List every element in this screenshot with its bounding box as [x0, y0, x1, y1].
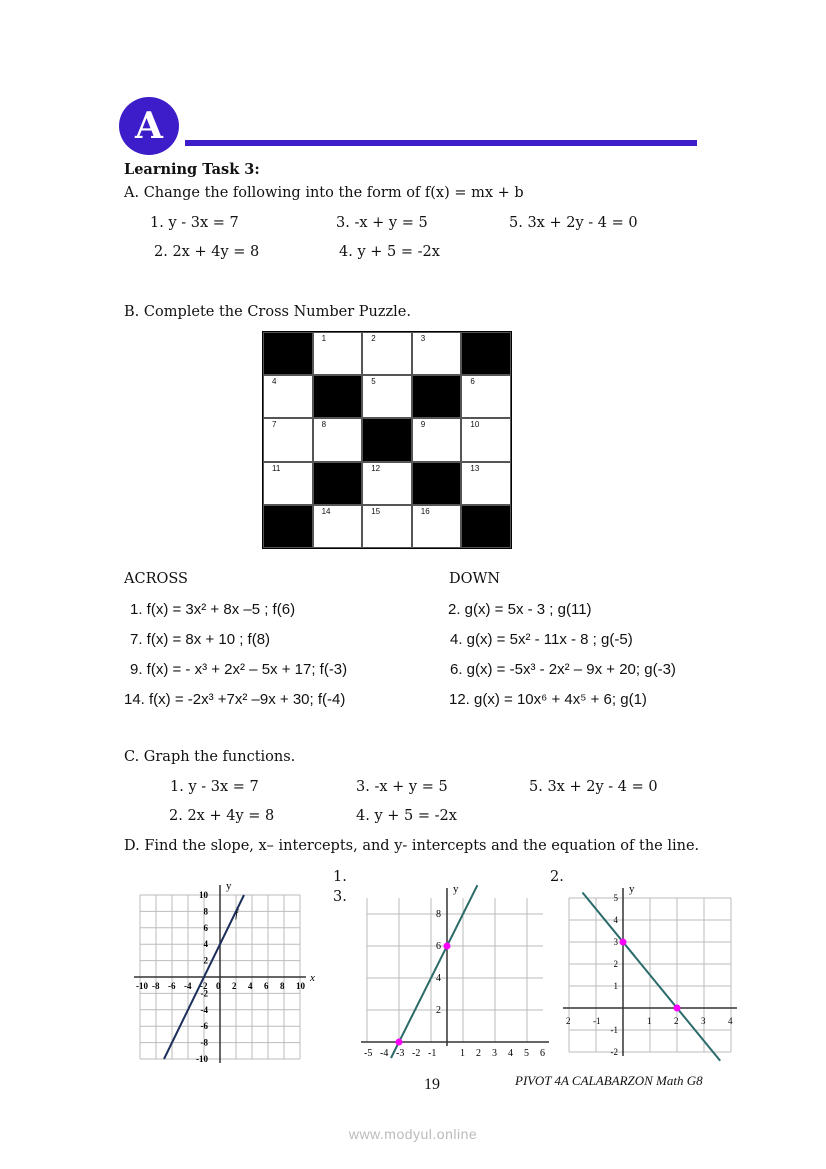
puzzle-cell[interactable]: [362, 332, 412, 375]
puzzle-cell[interactable]: [412, 418, 462, 461]
x-tick-label: 2: [476, 1048, 481, 1059]
section-badge: A: [119, 97, 179, 155]
x-tick-label: 2: [566, 1016, 571, 1026]
x-tick-label: 1: [647, 1016, 652, 1026]
puzzle-cell-number: 13: [470, 463, 480, 473]
part-b-instruction: B. Complete the Cross Number Puzzle.: [124, 304, 411, 320]
graph-label: 1.: [333, 869, 347, 885]
puzzle-cell-number: 8: [321, 420, 327, 430]
puzzle-cell[interactable]: [362, 375, 412, 418]
header-rule: [185, 140, 697, 146]
puzzle-cell[interactable]: [313, 332, 363, 375]
puzzle-cell-black: [362, 418, 412, 461]
x-tick-label: 6: [540, 1048, 545, 1059]
y-tick-label: 1: [613, 981, 618, 991]
puzzle-cell-number: 11: [272, 463, 281, 473]
y-tick-label: 6: [203, 922, 208, 933]
x-tick-label: 8: [280, 981, 285, 991]
puzzle-cell-black: [313, 375, 363, 418]
y-tick-label: 4: [203, 939, 208, 950]
x-tick-label: 5: [524, 1048, 529, 1059]
puzzle-cell[interactable]: [461, 418, 511, 461]
line-label: f: [235, 909, 238, 921]
part-c-item: 1. y - 3x = 7: [170, 779, 259, 795]
y-tick-label: -2: [200, 988, 208, 999]
x-tick-label: 0: [216, 981, 221, 991]
y-axis-label: y: [453, 883, 459, 895]
x-tick-label: 1: [460, 1048, 465, 1059]
puzzle-cell-number: 10: [470, 420, 480, 430]
y-tick-label: 8: [436, 909, 441, 920]
graph-2: [350, 880, 550, 1070]
puzzle-cell-black: [263, 505, 313, 548]
y-tick-label: 4: [436, 973, 441, 984]
down-clue: 12. g(x) = 10x⁶ + 4x⁵ + 6; g(1): [449, 691, 647, 708]
across-clue: 14. f(x) = -2x³ +7x² –9x + 30; f(-4): [124, 691, 346, 708]
y-axis-label: y: [226, 880, 232, 892]
puzzle-cell-number: 4: [272, 377, 277, 387]
puzzle-cell-number: 14: [321, 506, 331, 516]
puzzle-cell[interactable]: [313, 418, 363, 461]
watermark: www.modyul.online: [348, 1126, 478, 1142]
part-d-instruction: D. Find the slope, x– intercepts, and y- intercepts and the equation of the line.: [124, 838, 700, 854]
y-tick-label: -10: [196, 1054, 208, 1064]
task-title: Learning Task 3:: [124, 161, 260, 178]
series-footer: PIVOT 4A CALABARZON Math G8: [515, 1073, 703, 1088]
part-c-item: 4. y + 5 = -2x: [356, 808, 457, 824]
x-tick-label: -5: [364, 1048, 373, 1059]
y-tick-label: 4: [613, 915, 618, 925]
down-clue: 2. g(x) = 5x - 3 ; g(11): [448, 601, 592, 618]
puzzle-cell-number: 9: [420, 420, 426, 430]
x-tick-label: 2: [674, 1016, 679, 1026]
intercept-point: [396, 1039, 403, 1046]
puzzle-cell[interactable]: [362, 505, 412, 548]
part-a-item: 5. 3x + 2y - 4 = 0: [509, 215, 638, 231]
x-tick-label: 3: [701, 1016, 706, 1026]
y-tick-label: 6: [436, 941, 441, 952]
puzzle-cell[interactable]: [263, 418, 313, 461]
part-c-instruction: C. Graph the functions.: [124, 749, 296, 765]
puzzle-cell-black: [412, 462, 462, 505]
y-tick-label: -2: [610, 1047, 618, 1057]
y-tick-label: 2: [203, 955, 208, 966]
puzzle-cell-black: [313, 462, 363, 505]
function-line: [391, 885, 477, 1058]
y-tick-label: 2: [613, 959, 618, 969]
x-tick-label: -1: [428, 1048, 437, 1059]
part-a-item: 3. -x + y = 5: [336, 215, 428, 231]
y-tick-label: 3: [613, 937, 618, 947]
part-a-item: 2. 2x + 4y = 8: [154, 244, 260, 260]
x-tick-label: 10: [296, 981, 305, 991]
x-tick-label: 6: [264, 981, 269, 991]
puzzle-cell[interactable]: [461, 375, 511, 418]
x-tick-label: -4: [380, 1048, 389, 1059]
puzzle-cell[interactable]: [412, 332, 462, 375]
x-tick-label: -10: [136, 981, 148, 991]
across-clue: 9. f(x) = - x³ + 2x² – 5x + 17; f(-3): [130, 661, 348, 678]
x-tick-label: 4: [728, 1016, 733, 1026]
x-tick-label: 4: [508, 1048, 513, 1059]
graph-label: 2.: [550, 869, 564, 885]
across-clue: 1. f(x) = 3x² + 8x –5 ; f(6): [130, 601, 296, 618]
y-tick-label: -6: [200, 1021, 208, 1032]
cross-number-puzzle: [262, 331, 512, 549]
intercept-point: [444, 943, 451, 950]
x-tick-label: -2: [412, 1048, 421, 1059]
x-axis-label: x: [310, 972, 315, 984]
x-tick-label: -3: [396, 1048, 405, 1059]
part-c-item: 5. 3x + 2y - 4 = 0: [529, 779, 658, 795]
puzzle-cell-number: 1: [321, 334, 327, 343]
puzzle-cell-number: 6: [470, 377, 475, 387]
puzzle-cell-number: 12: [371, 463, 381, 473]
puzzle-cell-black: [412, 375, 462, 418]
x-tick-label: -2: [200, 981, 208, 991]
x-tick-label: -8: [152, 981, 160, 991]
page-number: 19: [424, 1076, 440, 1093]
across-heading: ACROSS: [124, 571, 188, 587]
y-tick-label: -8: [200, 1037, 208, 1048]
puzzle-cell-number: 2: [371, 334, 376, 343]
y-tick-label: 2: [436, 1005, 441, 1016]
part-a-instruction: A. Change the following into the form of f(x) = mx + b: [124, 185, 524, 201]
y-tick-label: -1: [610, 1025, 618, 1035]
puzzle-cell-number: 16: [420, 506, 430, 516]
puzzle-cell-number: 5: [371, 377, 376, 387]
puzzle-cell-black: [263, 332, 313, 375]
down-heading: DOWN: [449, 571, 501, 587]
graph-3: [560, 880, 745, 1065]
y-axis-label: y: [629, 883, 635, 895]
puzzle-cell-number: 7: [272, 420, 277, 430]
y-tick-label: -4: [200, 1004, 208, 1015]
down-clue: 4. g(x) = 5x² - 11x - 8 ; g(-5): [450, 631, 633, 648]
puzzle-cell[interactable]: [313, 505, 363, 548]
puzzle-cell[interactable]: [412, 505, 462, 548]
puzzle-cell-black: [461, 505, 511, 548]
puzzle-cell-number: 15: [371, 506, 381, 516]
graph-1: [130, 870, 340, 1070]
down-clue: 6. g(x) = -5x³ - 2x² – 9x + 20; g(-3): [450, 661, 676, 678]
x-tick-label: -1: [593, 1016, 601, 1026]
part-c-item: 3. -x + y = 5: [356, 779, 448, 795]
function-line: [583, 893, 721, 1061]
part-c-item: 2. 2x + 4y = 8: [169, 808, 275, 824]
puzzle-cell[interactable]: [461, 462, 511, 505]
across-clue: 7. f(x) = 8x + 10 ; f(8): [130, 631, 271, 648]
x-tick-label: -4: [184, 981, 192, 991]
y-tick-label: 8: [203, 906, 208, 917]
x-tick-label: -6: [168, 981, 176, 991]
puzzle-cell[interactable]: [263, 462, 313, 505]
x-tick-label: 2: [232, 981, 237, 991]
puzzle-cell[interactable]: [263, 375, 313, 418]
x-tick-label: 3: [492, 1048, 497, 1059]
graph-label: 3.: [333, 889, 347, 905]
puzzle-cell[interactable]: [362, 462, 412, 505]
part-a-item: 1. y - 3x = 7: [150, 215, 239, 231]
intercept-point: [674, 1005, 681, 1012]
puzzle-cell-black: [461, 332, 511, 375]
y-tick-label: 5: [613, 893, 618, 903]
intercept-point: [620, 939, 627, 946]
x-tick-label: 4: [248, 981, 253, 991]
y-tick-label: 10: [199, 890, 208, 900]
puzzle-cell-number: 3: [420, 334, 426, 343]
part-a-item: 4. y + 5 = -2x: [339, 244, 440, 260]
